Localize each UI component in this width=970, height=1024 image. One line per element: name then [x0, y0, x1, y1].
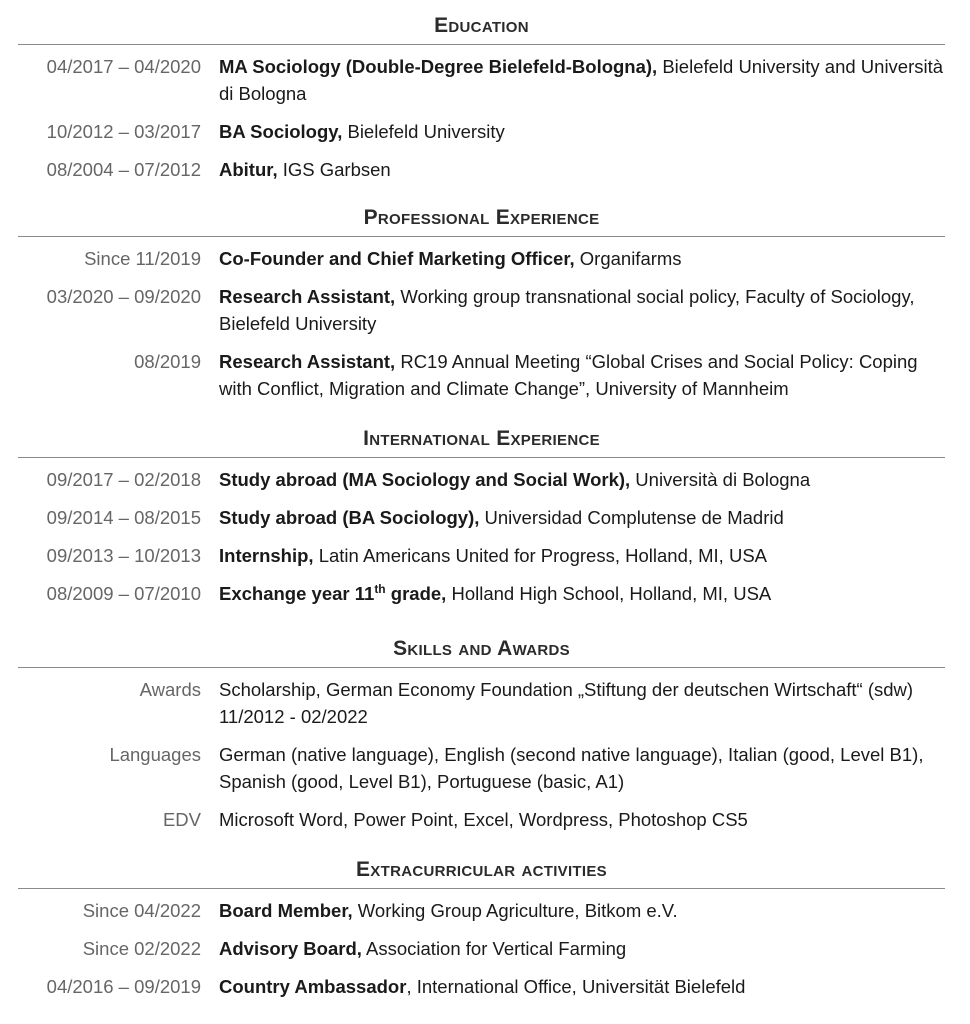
extracurricular-entry — [18, 897, 945, 924]
entry-detail: Universidad Complutense de Madrid — [479, 507, 784, 528]
entry-detail: Working group transnational social policy, Faculty of Sociology, Bielefeld University — [219, 286, 915, 334]
entry-detail: RC19 Annual Meeting “Global Crises and Social Policy: Coping with Conflict, Migration and Climate Change”, University of Mannheim — [219, 351, 918, 399]
skills-entry — [18, 676, 945, 730]
extracurricular-entry — [18, 935, 945, 962]
international-entry — [18, 504, 945, 531]
skills-section — [18, 631, 945, 844]
entry-date: 04/2017 – 04/2020 — [46, 56, 201, 77]
entry-title-main: Exchange year 11 — [219, 583, 375, 604]
entry-detail: Holland High School, Holland, MI, USA — [446, 583, 772, 604]
entry-content — [219, 935, 945, 962]
entry-date: Since 04/2022 — [82, 900, 201, 921]
entry-date: 09/2014 – 08/2015 — [46, 507, 201, 528]
entry-content — [219, 156, 945, 183]
entry-date: 10/2012 – 03/2017 — [46, 121, 201, 142]
section-heading-professional: Professional Experience — [363, 206, 600, 229]
skills-entry — [18, 806, 945, 833]
entry-content — [219, 897, 945, 924]
international-entry — [18, 466, 945, 493]
entry-label: EDV — [162, 809, 201, 830]
professional-entry — [18, 245, 945, 272]
education-entry — [18, 156, 945, 183]
ordinal-superscript: th — [374, 582, 386, 596]
entry-title: Research Assistant, — [219, 286, 396, 307]
entry-date: Since 02/2022 — [82, 938, 201, 959]
entry-date: 04/2016 – 09/2019 — [46, 976, 201, 997]
entry-detail: Bielefeld University and Università di Bologna — [219, 56, 944, 104]
entry-title: Abitur, — [219, 159, 278, 180]
entry-detail: Association for Vertical Farming — [361, 938, 627, 959]
entry-title: Advisory Board, — [219, 938, 362, 959]
entry-title: Country Ambassador — [219, 976, 407, 997]
entry-content — [219, 466, 945, 493]
entry-date: 09/2013 – 10/2013 — [46, 545, 201, 566]
entry-content — [219, 283, 945, 337]
professional-section — [18, 200, 945, 413]
section-divider — [18, 667, 945, 668]
entry-title: Study abroad (BA Sociology), — [219, 507, 480, 528]
international-entry — [18, 542, 945, 569]
section-heading-education: Education — [434, 14, 529, 37]
section-divider — [18, 236, 945, 237]
entry-content — [219, 348, 945, 402]
education-entry — [18, 53, 945, 107]
section-divider — [18, 888, 945, 889]
extracurricular-section — [18, 852, 945, 1011]
professional-entry — [18, 348, 945, 402]
entry-title: Internship, — [219, 545, 314, 566]
section-divider — [18, 457, 945, 458]
entry-date: 08/2009 – 07/2010 — [46, 583, 201, 604]
extracurricular-entry — [18, 973, 945, 1000]
entry-content — [219, 504, 945, 531]
entry-title: Co-Founder and Chief Marketing Officer, — [219, 248, 575, 269]
section-heading-extracurricular: Extracurricular activities — [356, 858, 607, 881]
professional-entry — [18, 283, 945, 337]
international-section — [18, 421, 945, 618]
entry-date: 08/2004 – 07/2012 — [46, 159, 201, 180]
entry-detail: Latin Americans United for Progress, Holland, MI, USA — [313, 545, 768, 566]
entry-content — [219, 973, 945, 1000]
entry-detail: Organifarms — [574, 248, 682, 269]
entry-detail: Working Group Agriculture, Bitkom e.V. — [352, 900, 678, 921]
entry-detail: , International Office, Universität Bielefeld — [406, 976, 746, 997]
entry-content: Scholarship, German Economy Foundation „Stiftung der deutschen Wirtschaft“ (sdw) 11/2012 - 02/2022 — [219, 679, 914, 727]
entry-content: Microsoft Word, Power Point, Excel, Wordpress, Photoshop CS5 — [219, 809, 748, 830]
education-entry — [18, 118, 945, 145]
entry-title: Study abroad (MA Sociology and Social Work), — [219, 469, 631, 490]
entry-content — [219, 118, 945, 145]
entry-content — [219, 53, 945, 107]
entry-detail: IGS Garbsen — [277, 159, 391, 180]
entry-title: Board Member, — [219, 900, 353, 921]
entry-content — [219, 542, 945, 569]
entry-title: MA Sociology (Double-Degree Bielefeld-Bologna), — [219, 56, 658, 77]
entry-content — [219, 580, 945, 607]
section-divider — [18, 44, 945, 45]
entry-date: 03/2020 – 09/2020 — [46, 286, 201, 307]
entry-content: German (native language), English (second native language), Italian (good, Level B1), Spanish (good, Level B1), Portuguese (basic, A1) — [219, 744, 924, 792]
entry-date: 09/2017 – 02/2018 — [46, 469, 201, 490]
entry-content — [219, 245, 945, 272]
entry-title-end: grade, — [385, 583, 447, 604]
entry-label: Languages — [109, 744, 201, 765]
entry-detail: Università di Bologna — [630, 469, 811, 490]
skills-entry — [18, 741, 945, 795]
entry-date: Since 11/2019 — [84, 248, 201, 269]
entry-title: BA Sociology, — [219, 121, 343, 142]
section-heading-skills: Skills and Awards — [393, 637, 570, 660]
entry-date: 08/2019 — [134, 351, 201, 372]
entry-detail: Bielefeld University — [342, 121, 505, 142]
education-section — [18, 8, 945, 194]
section-heading-international: International Experience — [363, 427, 600, 450]
entry-label: Awards — [139, 679, 201, 700]
entry-title: Research Assistant, — [219, 351, 396, 372]
international-entry — [18, 580, 945, 607]
entry-title — [219, 583, 446, 604]
